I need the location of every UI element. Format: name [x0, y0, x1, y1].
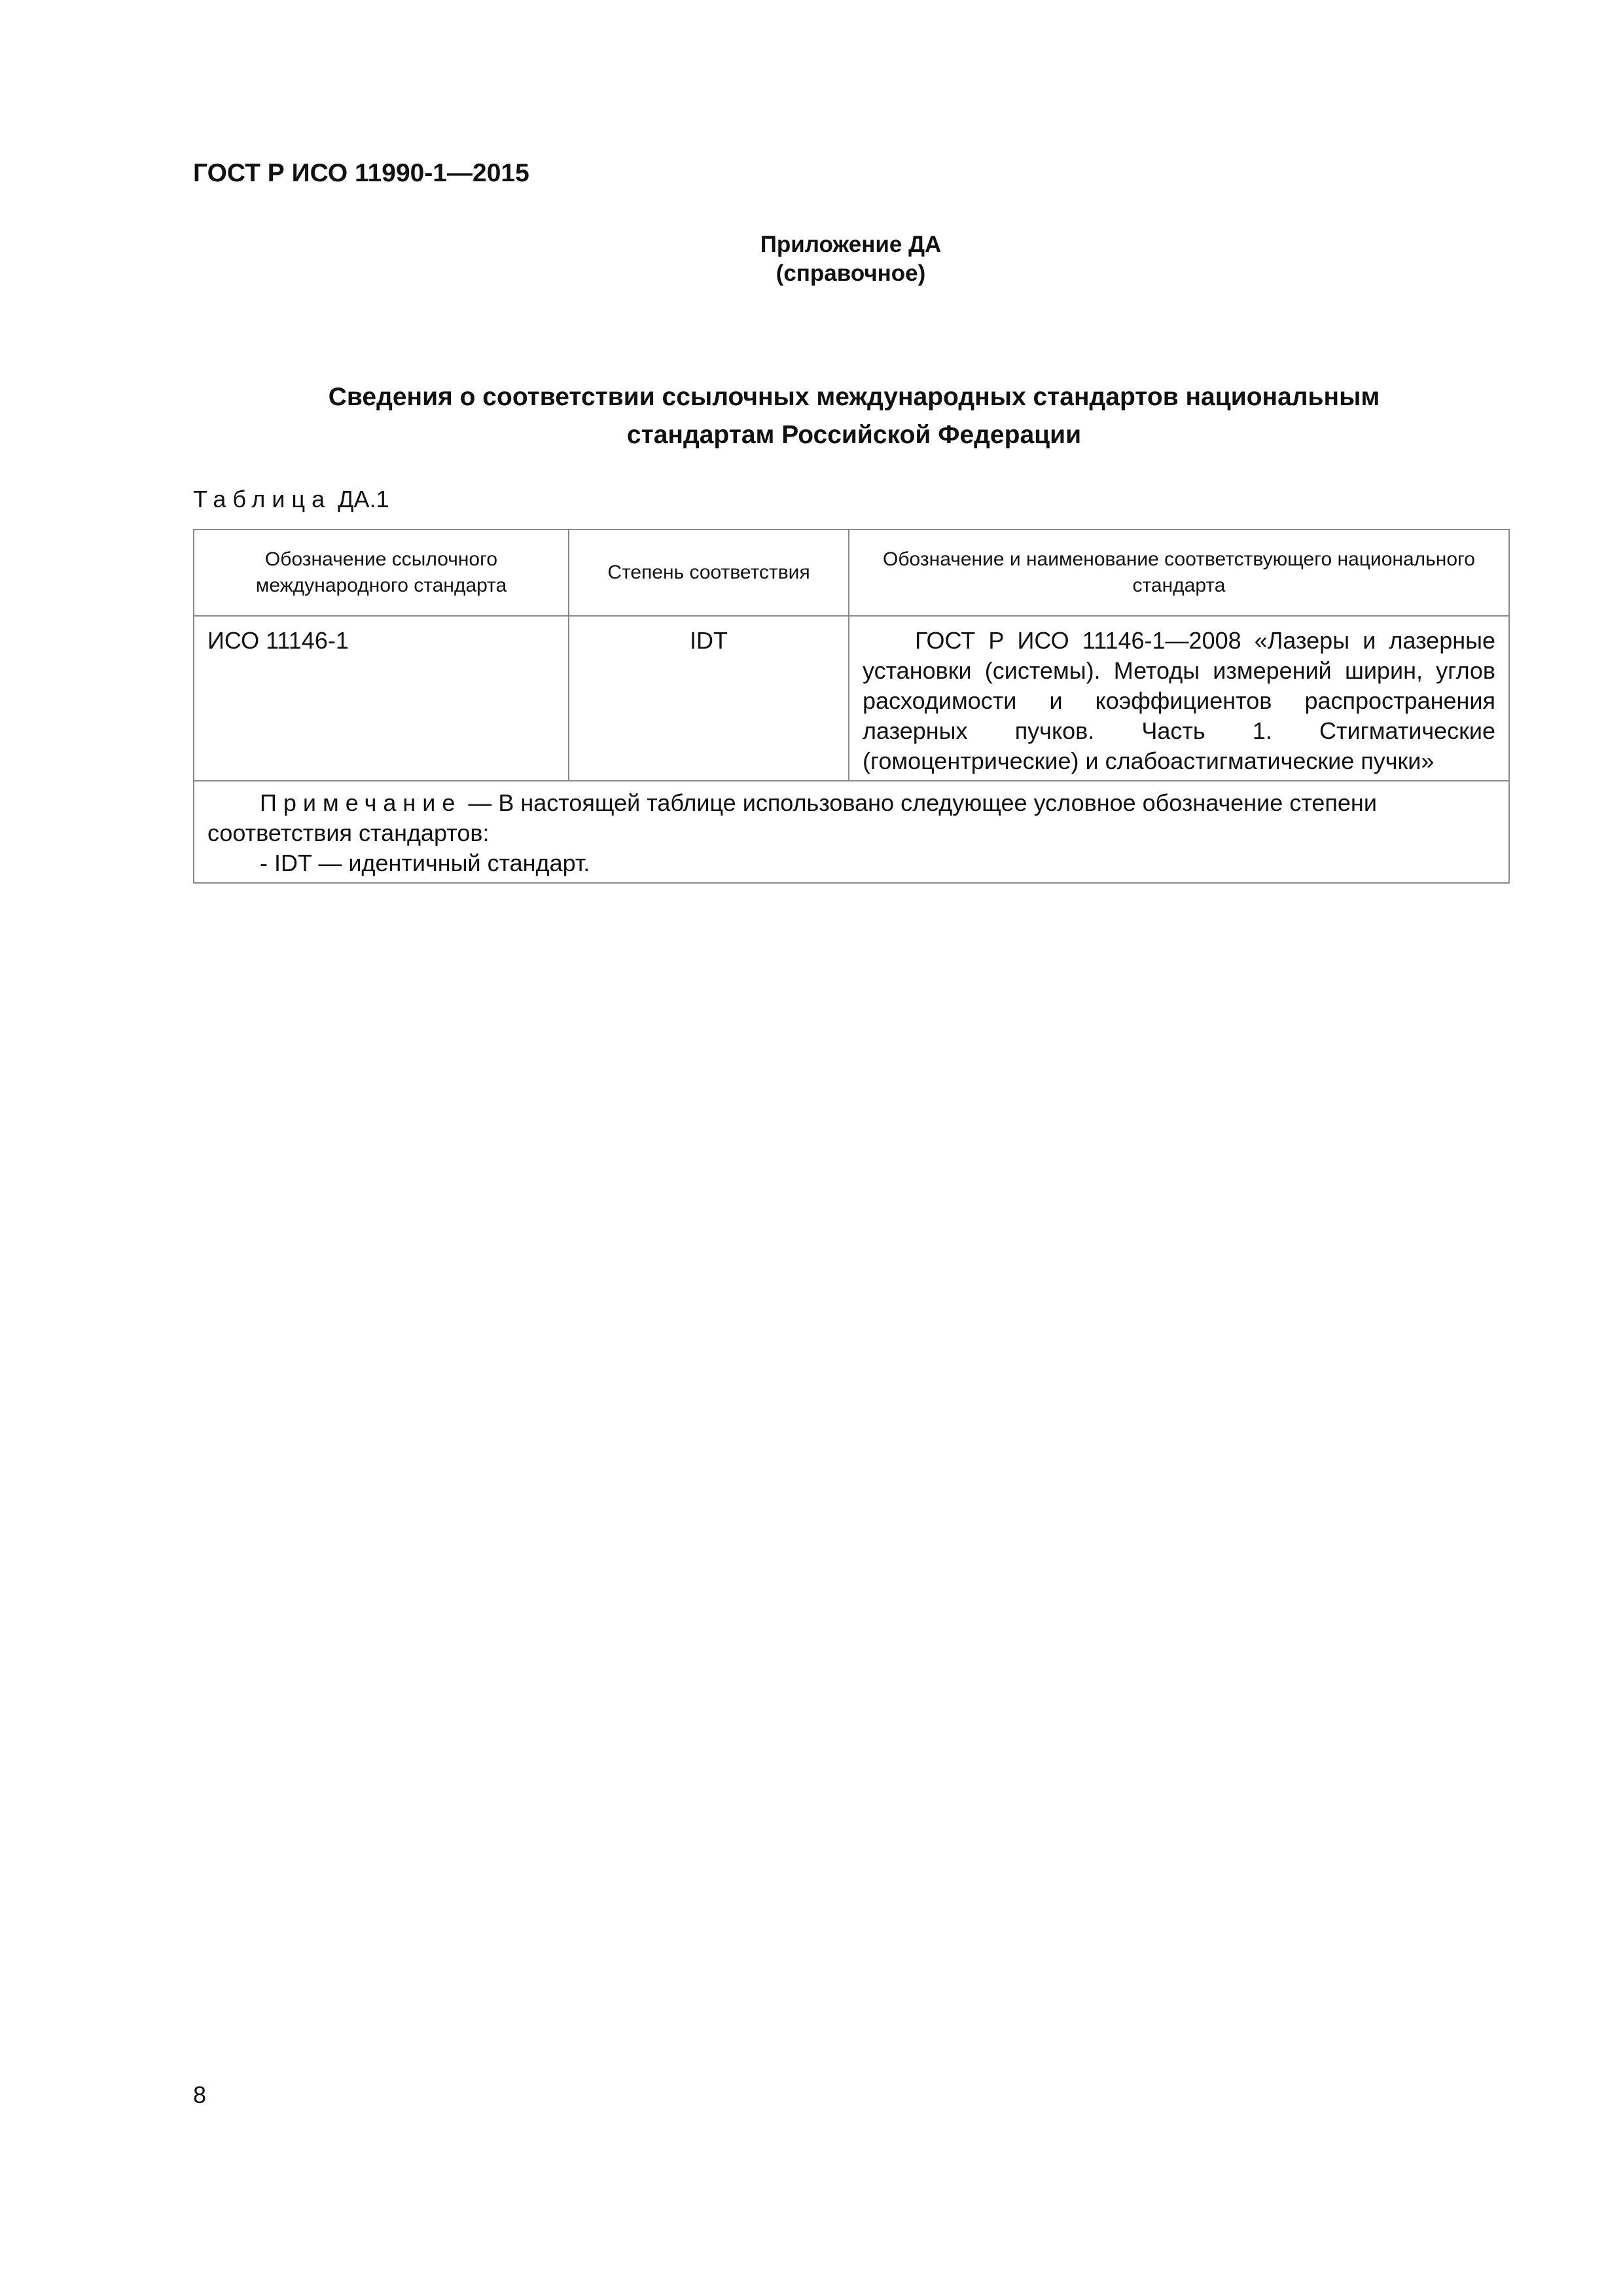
table-label [193, 486, 389, 513]
note-text [207, 788, 1495, 848]
note-label: Примечание [260, 789, 462, 816]
note-item: - IDT — идентичный стандарт. [260, 850, 590, 876]
table-row [194, 616, 1509, 781]
table-label-word: Таблица [193, 486, 332, 512]
table-note-row [194, 781, 1509, 883]
annex-label: Приложение ДА [760, 232, 942, 257]
annex-title [223, 378, 1486, 454]
column-header-reference: Обозначение ссылочного международного стандарта [194, 529, 569, 616]
correspondence-table-grid [193, 529, 1510, 884]
document-code: ГОСТ Р ИСО 11990-1—2015 [193, 159, 529, 187]
cell-reference: ИСО 11146-1 [194, 616, 569, 781]
table-header-row [194, 529, 1509, 616]
annex-status: (справочное) [776, 260, 926, 286]
table-note [194, 781, 1509, 883]
note-body: — В настоящей таблице использовано следующее условное обозначение степени соответствия стандартов: [207, 789, 1377, 846]
annex-title-line-1: Сведения о соответствии ссылочных международных стандартов национальным [328, 383, 1380, 411]
cell-degree: IDT [569, 616, 849, 781]
column-header-degree: Степень соответствия [569, 529, 849, 616]
annex-title-line-2: стандартам Российской Федерации [626, 421, 1082, 449]
correspondence-table [193, 529, 1508, 884]
cell-national: ГОСТ Р ИСО 11146-1—2008 «Лазеры и лазерные установки (системы). Методы измерений ширин, углов расходимости и коэффициентов распространения лазерных пучков. Часть 1. Стигматические (гомоцентрические) и слабоастигматические пучки» [849, 616, 1509, 781]
page-number: 8 [193, 2081, 207, 2108]
table-label-number: ДА.1 [338, 486, 389, 512]
column-header-national: Обозначение и наименование соответствующего национального стандарта [849, 529, 1509, 616]
annex-heading [654, 230, 1047, 288]
